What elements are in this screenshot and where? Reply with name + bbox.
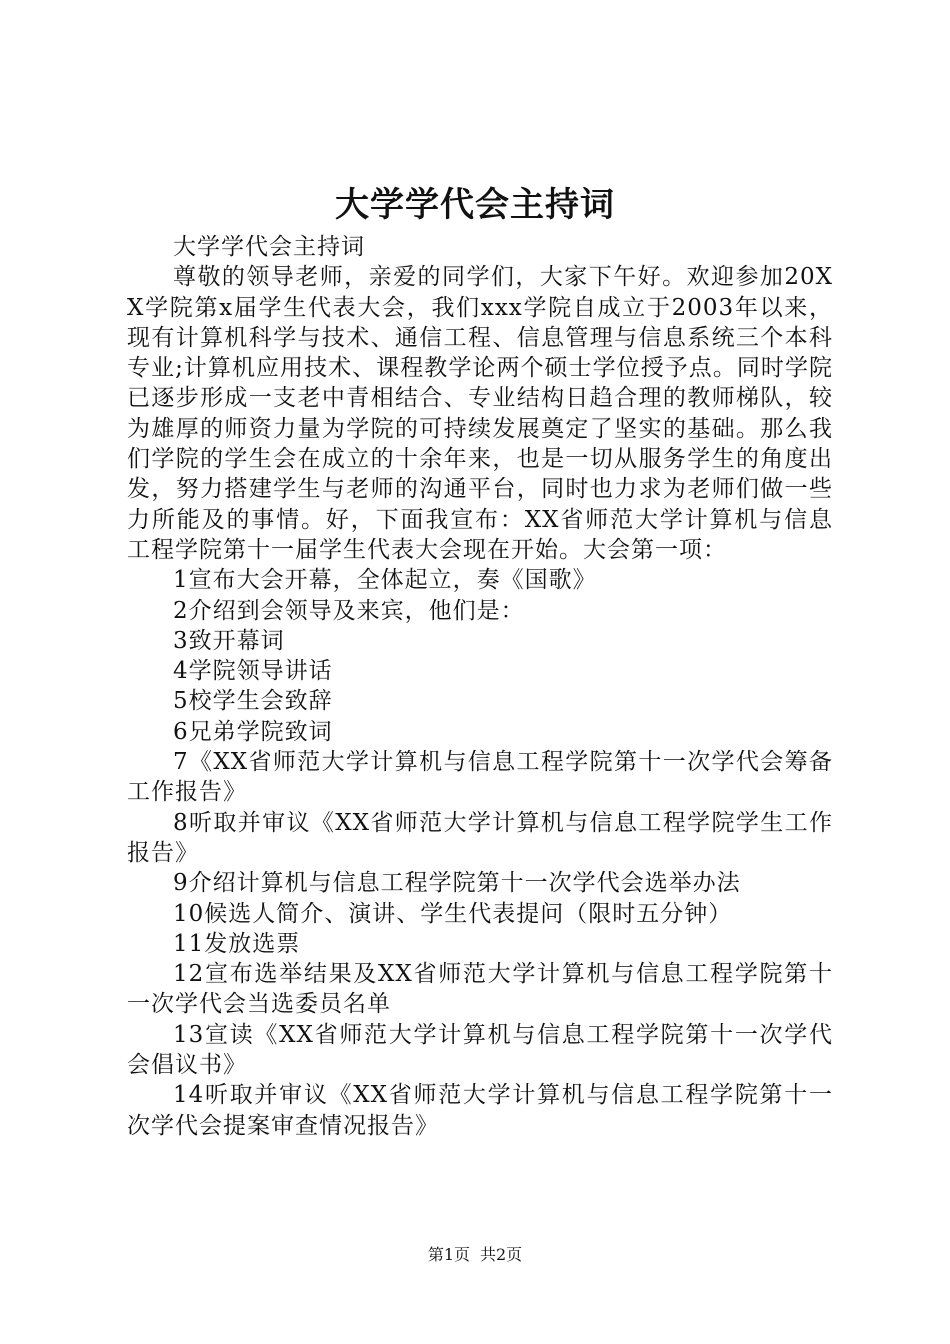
agenda-item: 6兄弟学院致词 [173,718,333,745]
agenda-item: 10候选人简介、演讲、学生代表提问（限时五分钟） [173,900,733,927]
agenda-item: 3致开幕词 [173,627,285,654]
paragraph: 尊敬的领导老师，亲爱的同学们，大家下午好。欢迎参加20XX学院第x届学生代表大会，我们xxx学院自成立于2003年以来，现有计算机科学与技术、通信工程、信息管理与信息系统三个本科专业;计算机应用技术、课程教学论两个硕士学位授予点。同时学院已逐步形成一支老中青相结合、专业结构日趋合理的教师梯队，较为雄厚的师资力量为学院的可持续发展奠定了坚实的基础。那么我们学院的学生会在成立的十余年来，也是一切从服务学生的角度出发，努力搭建学生与老师的沟通平台，同时也力求为老师们做一些力所能及的事情。好，下面我宣布：XX省师范大学计算机与信息工程学院第十一届学生代表大会现在开始。大会第一项： [127,264,833,563]
agenda-item: 12宣布选举结果及XX省师范大学计算机与信息工程学院第十一次学代会当选委员名单 [127,961,833,1018]
agenda-item: 5校学生会致辞 [173,688,333,715]
agenda-item: 13宣读《XX省师范大学计算机与信息工程学院第十一次学代会倡议书》 [127,1021,833,1079]
agenda-item: 9介绍计算机与信息工程学院第十一次学代会选举办法 [173,870,741,897]
agenda-item: 1宣布大会开幕，全体起立，奏《国歌》 [173,567,597,594]
agenda-item: 4学院领导讲话 [173,658,333,685]
paragraph: 大学学代会主持词 [173,234,365,260]
agenda-item: 11发放选票 [173,930,301,957]
agenda-item: 14听取并审议《XX省师范大学计算机与信息工程学院第十一次学代会提案审查情况报告》 [127,1082,833,1139]
page-total: 共2页 [480,1245,523,1264]
document-body [127,232,833,1141]
agenda-item: 8听取并审议《XX省师范大学计算机与信息工程学院学生工作报告》 [127,809,833,866]
page-footer [0,1244,950,1266]
page-number: 第1页 [427,1245,470,1264]
agenda-item: 7《XX省师范大学计算机与信息工程学院第十一次学代会筹备工作报告》 [127,749,833,806]
document-title: 大学学代会主持词 [335,185,615,225]
agenda-item: 2介绍到会领导及来宾，他们是： [173,597,525,624]
